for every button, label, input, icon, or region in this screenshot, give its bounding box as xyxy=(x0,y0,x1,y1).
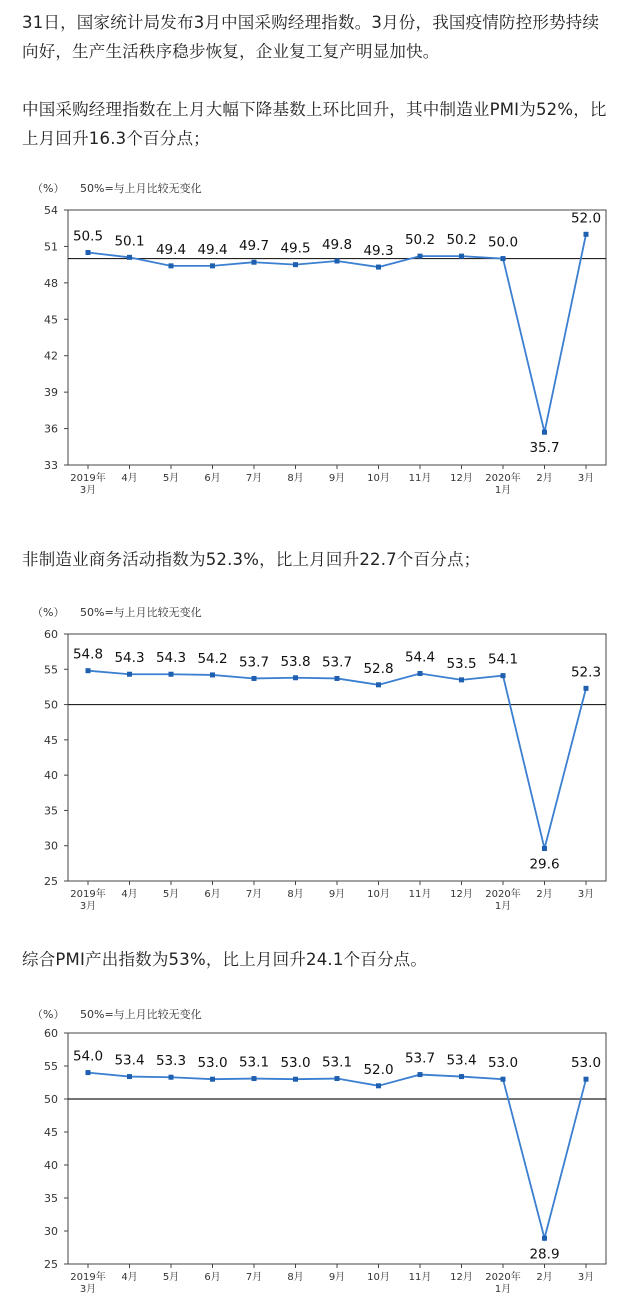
y-tick-label: 40 xyxy=(44,769,58,783)
y-tick-label: 50 xyxy=(44,698,58,712)
x-tick-label: 3月 xyxy=(577,473,595,484)
x-tick-label: 12月 xyxy=(450,473,473,484)
x-tick-label: 11月 xyxy=(408,889,432,900)
data-point xyxy=(542,1236,547,1241)
data-label: 52.0 xyxy=(570,210,602,227)
x-tick-label: 10月 xyxy=(367,473,390,484)
data-point xyxy=(293,675,298,680)
data-point xyxy=(210,672,215,677)
data-label: 54.3 xyxy=(155,650,187,667)
y-tick-label: 42 xyxy=(44,349,58,363)
x-tick-label: 6月 xyxy=(204,1272,221,1283)
composite-pmi-chart xyxy=(18,1000,608,1310)
data-point xyxy=(584,232,589,237)
data-point xyxy=(542,846,547,851)
data-point xyxy=(252,676,257,681)
data-label: 29.6 xyxy=(529,856,560,873)
x-tick-label: 11月 xyxy=(408,1272,432,1283)
data-label: 52.8 xyxy=(363,660,394,677)
data-label: 53.0 xyxy=(487,1055,519,1072)
y-tick-label: 35 xyxy=(44,804,58,818)
data-point xyxy=(293,262,298,267)
x-tick-label: 2020年 xyxy=(485,889,521,900)
x-tick-label: 4月 xyxy=(121,889,138,900)
data-point xyxy=(169,1075,174,1080)
unit-label: （%） xyxy=(32,182,65,195)
x-tick-label: 3月 xyxy=(79,485,97,496)
x-tick-label: 8月 xyxy=(287,1272,304,1283)
data-point xyxy=(584,1077,589,1082)
data-point xyxy=(418,1072,423,1077)
unit-label: （%） xyxy=(32,1008,65,1021)
manufacturing-paragraph: 中国采购经理指数在上月大幅下降基数上环比回升，其中制造业PMI为52%，比上月回升16.3个百分点； xyxy=(22,100,607,148)
x-tick-label: 4月 xyxy=(121,1272,138,1283)
y-tick-label: 60 xyxy=(44,628,58,641)
data-label: 53.4 xyxy=(114,1052,145,1069)
series-line xyxy=(88,1073,586,1239)
x-tick-label: 8月 xyxy=(287,473,304,484)
x-tick-label: 3月 xyxy=(79,1284,97,1295)
data-point xyxy=(127,255,132,260)
x-tick-label: 11月 xyxy=(408,473,432,484)
data-point xyxy=(376,1083,381,1088)
composite-paragraph: 综合PMI产出指数为53%，比上月回升24.1个百分点。 xyxy=(22,950,428,969)
data-label: 53.7 xyxy=(404,1050,436,1067)
x-tick-label: 2019年 xyxy=(70,889,106,900)
intro-paragraph: 31日，国家统计局发布3月中国采购经理指数。3月份，我国疫情防控形势持续向好，生产生活秩序稳步恢复，企业复工复产明显加快。 xyxy=(22,13,600,61)
data-label: 49.3 xyxy=(363,243,394,260)
data-label: 28.9 xyxy=(529,1246,560,1263)
data-point xyxy=(418,671,423,676)
data-point xyxy=(169,263,174,268)
data-point xyxy=(501,673,506,678)
y-tick-label: 45 xyxy=(44,1126,58,1139)
x-tick-label: 2月 xyxy=(536,473,553,484)
series-line xyxy=(88,234,586,432)
data-point xyxy=(335,676,340,681)
y-tick-label: 35 xyxy=(44,1192,58,1205)
data-label: 53.1 xyxy=(238,1054,270,1071)
data-label: 52.0 xyxy=(363,1061,394,1078)
data-point xyxy=(169,672,174,677)
y-tick-label: 36 xyxy=(44,422,58,436)
data-point xyxy=(252,1076,257,1081)
x-tick-label: 1月 xyxy=(494,901,512,912)
data-label: 53.3 xyxy=(155,1053,187,1070)
data-label: 49.4 xyxy=(197,241,228,258)
data-label: 53.0 xyxy=(280,1055,311,1072)
data-point xyxy=(376,682,381,687)
data-point xyxy=(210,263,215,268)
data-label: 52.3 xyxy=(570,664,602,681)
x-tick-label: 9月 xyxy=(328,473,346,484)
y-tick-label: 30 xyxy=(44,839,58,853)
data-point xyxy=(542,430,547,435)
x-tick-label: 5月 xyxy=(162,889,180,900)
data-point xyxy=(376,265,381,270)
nonmanufacturing-index-chart xyxy=(18,590,608,930)
x-tick-label: 5月 xyxy=(162,473,180,484)
data-label: 54.3 xyxy=(114,650,145,667)
x-tick-label: 2019年 xyxy=(70,1272,106,1283)
y-tick-label: 55 xyxy=(44,1060,58,1073)
x-tick-label: 10月 xyxy=(367,889,390,900)
x-tick-label: 3月 xyxy=(577,889,595,900)
data-label: 50.5 xyxy=(72,228,104,245)
data-label: 54.4 xyxy=(404,649,436,666)
data-label: 49.7 xyxy=(238,238,270,255)
y-tick-label: 55 xyxy=(44,663,58,677)
x-tick-label: 12月 xyxy=(450,1272,473,1283)
y-tick-label: 33 xyxy=(44,459,58,472)
data-label: 50.2 xyxy=(404,232,436,249)
y-tick-label: 60 xyxy=(44,1027,58,1040)
y-tick-label: 25 xyxy=(44,875,58,888)
manufacturing-pmi-chart xyxy=(18,170,608,515)
data-point xyxy=(335,1076,340,1081)
x-tick-label: 12月 xyxy=(450,889,473,900)
data-label: 53.0 xyxy=(570,1055,602,1072)
data-point xyxy=(418,254,423,259)
data-point xyxy=(584,686,589,691)
x-tick-label: 6月 xyxy=(204,473,221,484)
data-label: 49.4 xyxy=(155,241,187,258)
data-point xyxy=(252,260,257,265)
x-tick-label: 7月 xyxy=(245,473,263,484)
x-tick-label: 2月 xyxy=(536,1272,553,1283)
x-tick-label: 3月 xyxy=(577,1272,595,1283)
y-tick-label: 50 xyxy=(44,1093,58,1106)
data-point xyxy=(459,254,464,259)
x-tick-label: 8月 xyxy=(287,889,304,900)
y-tick-label: 51 xyxy=(44,240,58,254)
x-tick-label: 2月 xyxy=(536,889,553,900)
x-tick-label: 2020年 xyxy=(485,1272,521,1283)
plot-frame xyxy=(68,634,606,881)
data-point xyxy=(127,672,132,677)
data-label: 54.0 xyxy=(72,1048,104,1065)
data-point xyxy=(210,1077,215,1082)
x-tick-label: 9月 xyxy=(328,1272,346,1283)
x-tick-label: 6月 xyxy=(204,889,221,900)
y-tick-label: 25 xyxy=(44,1258,58,1271)
y-tick-label: 48 xyxy=(44,276,58,290)
x-tick-label: 1月 xyxy=(494,485,512,496)
reference-note: 50%=与上月比较无变化 xyxy=(80,182,202,195)
x-tick-label: 1月 xyxy=(494,1284,512,1295)
data-point xyxy=(335,259,340,264)
data-label: 53.7 xyxy=(238,654,270,671)
data-label: 54.1 xyxy=(487,651,519,668)
reference-note: 50%=与上月比较无变化 xyxy=(80,606,202,619)
y-tick-label: 54 xyxy=(44,204,58,217)
data-label: 53.1 xyxy=(321,1054,353,1071)
data-label: 49.8 xyxy=(321,237,353,253)
series-line xyxy=(88,671,586,849)
x-tick-label: 3月 xyxy=(79,901,97,912)
data-point xyxy=(86,668,91,673)
data-label: 54.8 xyxy=(72,646,104,663)
data-label: 53.5 xyxy=(446,655,477,672)
data-point xyxy=(293,1077,298,1082)
nonmanufacturing-paragraph: 非制造业商务活动指数为52.3%，比上月回升22.7个百分点； xyxy=(22,550,481,569)
data-point xyxy=(459,677,464,682)
data-label: 35.7 xyxy=(529,440,560,457)
data-label: 50.0 xyxy=(487,234,519,251)
data-label: 54.2 xyxy=(197,650,228,667)
data-label: 53.4 xyxy=(446,1052,477,1069)
reference-note: 50%=与上月比较无变化 xyxy=(80,1008,202,1021)
data-label: 53.0 xyxy=(197,1055,228,1072)
data-label: 53.8 xyxy=(280,653,311,670)
unit-label: （%） xyxy=(32,606,65,619)
y-tick-label: 45 xyxy=(44,313,58,327)
x-tick-label: 10月 xyxy=(367,1272,390,1283)
x-tick-label: 2020年 xyxy=(485,473,521,484)
y-tick-label: 39 xyxy=(44,386,58,400)
data-point xyxy=(86,1070,91,1075)
data-point xyxy=(127,1074,132,1079)
data-point xyxy=(86,250,91,255)
data-point xyxy=(501,1077,506,1082)
x-tick-label: 9月 xyxy=(328,889,346,900)
y-tick-label: 45 xyxy=(44,733,58,747)
x-tick-label: 5月 xyxy=(162,1272,180,1283)
y-tick-label: 40 xyxy=(44,1159,58,1172)
y-tick-label: 30 xyxy=(44,1225,58,1238)
x-tick-label: 7月 xyxy=(245,889,263,900)
x-tick-label: 4月 xyxy=(121,473,138,484)
data-label: 50.2 xyxy=(446,232,477,249)
data-point xyxy=(459,1074,464,1079)
x-tick-label: 2019年 xyxy=(70,473,106,484)
data-label: 53.7 xyxy=(321,654,353,671)
data-label: 49.5 xyxy=(280,240,311,257)
x-tick-label: 7月 xyxy=(245,1272,263,1283)
data-point xyxy=(501,256,506,261)
data-label: 50.1 xyxy=(114,233,145,250)
